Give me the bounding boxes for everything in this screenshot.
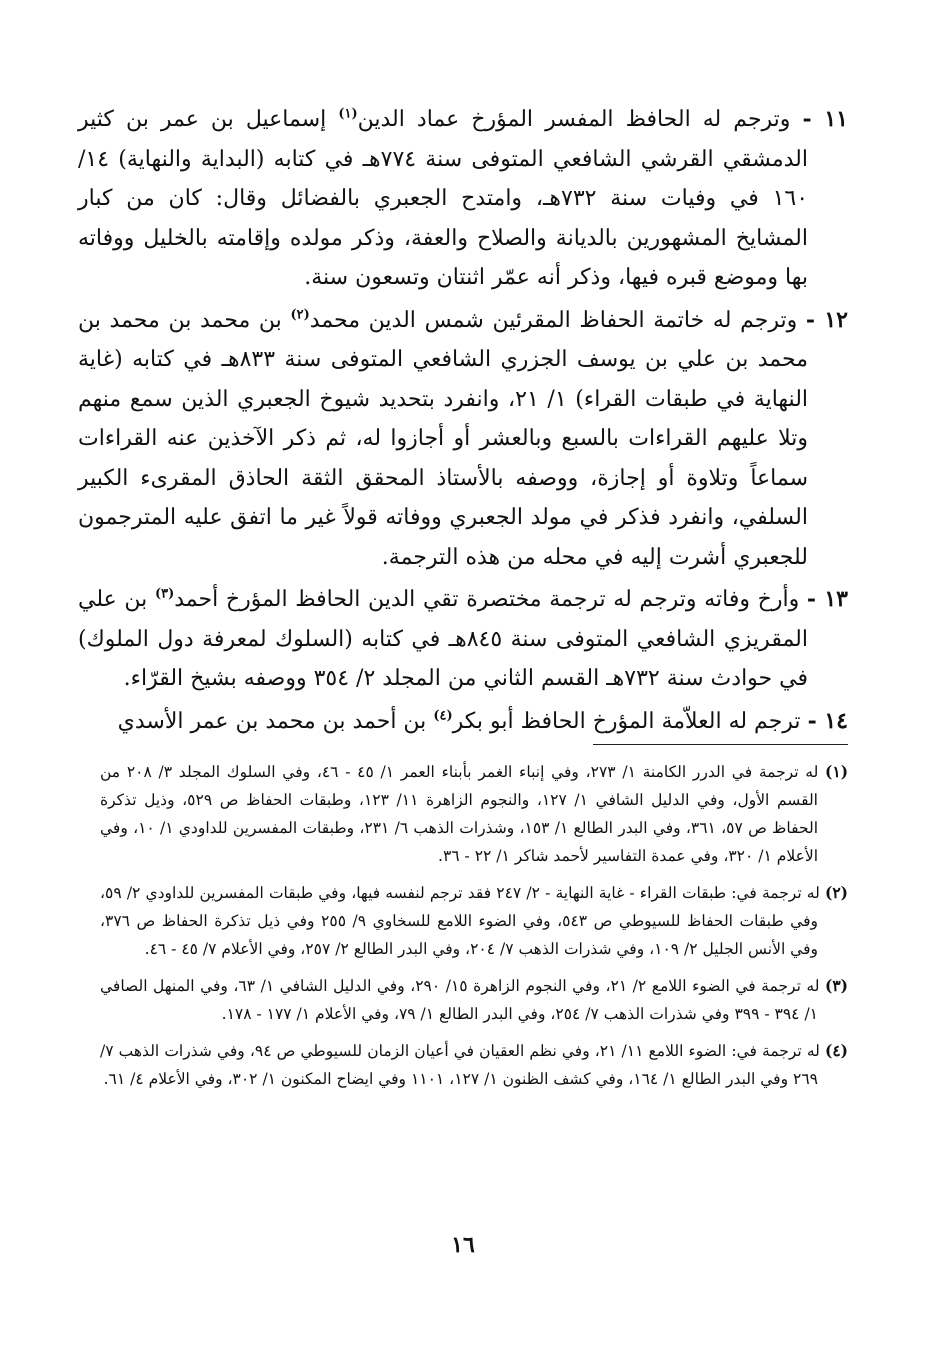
entry-text-start: وترجم له الحافظ المفسر المؤرخ عماد الدين bbox=[357, 107, 791, 132]
footnotes bbox=[100, 758, 848, 1102]
entry-number: ١٤ - bbox=[807, 707, 848, 734]
footnote-text: له ترجمة في: الضوء اللامع ١١/ ٢١، وفي نظم العقيان في أعيان الزمان للسيوطي ص ٩٤، وفي شذرات الذهب ٧/ ٢٦٩ وفي البدر الطالع ١/ ١٦٤، وفي كشف الظنون ١/ ١٢٧، ١١٠١ وفي ايضاح المكنون ١/ ٣٠٢، وفي الأعلام ٤/ ٦١. bbox=[100, 1042, 820, 1088]
footnote-reference: (١) bbox=[338, 106, 358, 122]
footnote-reference: (٣) bbox=[154, 586, 175, 602]
footnote-mark: (١) bbox=[825, 762, 849, 781]
footnote-reference: (٤) bbox=[433, 708, 453, 724]
entry-number: ١١ - bbox=[802, 106, 848, 132]
footnote-text: له ترجمة في: طبقات القراء - غاية النهاية - ٢/ ٢٤٧ فقد ترجم لنفسه فيها، وفي طبقات المفسرين للداودي ٢/ ٥٩، وفي طبقات الحفاظ للسيوطي ص ٥٤٣، وفي الضوء اللامع للسخاوي ٩/ ٢٥٥ وفي ذيل تذكرة الحفاظ ص ٣٧٦، وفي الأنس الجليل ٢/ ١٠٩، وفي شذرات الذهب ٧/ ٢٠٤، وفي البدر الطالع ٢/ ٢٥٧، وفي الأعلام ٧/ ٤٥ - ٤٦. bbox=[100, 884, 820, 958]
entry-text-rest: بن محمد بن محمد بن محمد بن علي بن يوسف الجزري الشافعي المتوفى سنة ٨٣٣هـ في كتابه (غاية النهاية في طبقات القراء) ١/ ٢١، وانفرد بتحديد شيوخ الجعبري الذين سمع منهم وتلا عليهم القراءات بالسبع وبالعشر أو أجازوا له، ثم ذكر الآخذين عنه القراءات سماعاً وتلاوة أو إجازة، ووصفه بالأستاذ المحقق الثقة الحاذق المقرىء الكبير السلفي، وانفرد فذكر في مولد الجعبري ووفاته قولاً غير ما اتفق عليه المترجمون للجعبري أشرت إليه في محله من هذه الترجمة. bbox=[78, 307, 809, 570]
entry-text-rest: بن علي المقريزي الشافعي المتوفى سنة ٨٤٥هـ في كتابه (السلوك لمعرفة دول الملوك) في حوادث سنة ٧٣٢هـ القسم الثاني من المجلد ٢/ ٣٥٤ ووصفه بشيخ القرّاء. bbox=[78, 587, 808, 691]
footnote-separator bbox=[593, 744, 848, 745]
entry-text-start: وترجم له خاتمة الحفاظ المقرئين شمس الدين محمد bbox=[309, 307, 798, 333]
main-text bbox=[78, 100, 848, 744]
footnote-1 bbox=[100, 758, 848, 870]
entry-text-rest: إسماعيل بن عمر بن كثير الدمشقي القرشي الشافعي المتوفى سنة ٧٧٤هـ في كتابه (البداية والنهاية) ١٤/ ١٦٠ في وفيات سنة ٧٣٢هـ، وامتدح الجعبري بالفضائل وقال: كان من كبار المشايخ المشهورين بالديانة والصلاح والعفة، وذكر مولده وإقامته بالخليل ووفاته بها وموضع قبره فيها، وذكر أنه عمّر اثنتان وتسعون سنة. bbox=[78, 107, 809, 290]
footnote-2 bbox=[100, 879, 848, 963]
footnote-4 bbox=[100, 1037, 848, 1093]
footnote-mark: (٣) bbox=[824, 976, 848, 995]
entry-text-start: ترجم له العلاّمة المؤرخ الحافظ أبو بكر bbox=[452, 708, 801, 734]
footnote-mark: (٤) bbox=[824, 1041, 848, 1060]
entry-14 bbox=[78, 702, 848, 742]
entry-number: ١٢ - bbox=[805, 306, 848, 333]
entry-11 bbox=[78, 100, 848, 298]
footnote-text: له ترجمة في الضوء اللامع ٢/ ٢١، وفي النجوم الزاهرة ١٥/ ٢٩٠، وفي الدليل الشافي ١/ ٦٣، وفي المنهل الصافي ١/ ٣٩٤ - ٣٩٩ وفي شذرات الذهب ٧/ ٢٥٤، وفي البدر الطالع ١/ ٧٩، وفي الأعلام ١/ ١٧٧ - ١٧٨. bbox=[100, 977, 820, 1023]
footnote-text: له ترجمة في الدرر الكامنة ١/ ٢٧٣، وفي إنباء الغمر بأبناء العمر ١/ ٤٥ - ٤٦، وفي السلوك المجلد ٣/ ٢٠٨ من القسم الأول، وفي الدليل الشافي ١/ ١٢٧، والنجوم الزاهرة ١١/ ١٢٣، وطبقات الحفاظ ص ٥٢٩، وذيل تذكرة الحفاظ ص ٥٧، ٣٦١، وفي البدر الطالع ١/ ١٥٣، وشذرات الذهب ٦/ ٢٣١، وطبقات المفسرين للداودي ١/ ١٠، وفي الأعلام ١/ ٣٢٠، وفي عمدة التفاسير لأحمد شاكر ١/ ٢٢ - ٣٦. bbox=[100, 763, 819, 865]
entry-12 bbox=[78, 301, 848, 578]
entry-13 bbox=[78, 580, 848, 699]
entry-text-start: وأرخ وفاته وترجم له ترجمة مختصرة تقي الدين الحافظ المؤرخ أحمد bbox=[174, 587, 800, 612]
entry-number: ١٣ - bbox=[806, 586, 848, 612]
footnote-3 bbox=[100, 972, 848, 1028]
footnote-reference: (٢) bbox=[290, 307, 310, 323]
page-number: ١٦ bbox=[451, 1232, 475, 1258]
entry-text-rest: بن أحمد بن محمد بن عمر الأسدي bbox=[117, 708, 427, 734]
footnote-mark: (٢) bbox=[825, 883, 849, 902]
